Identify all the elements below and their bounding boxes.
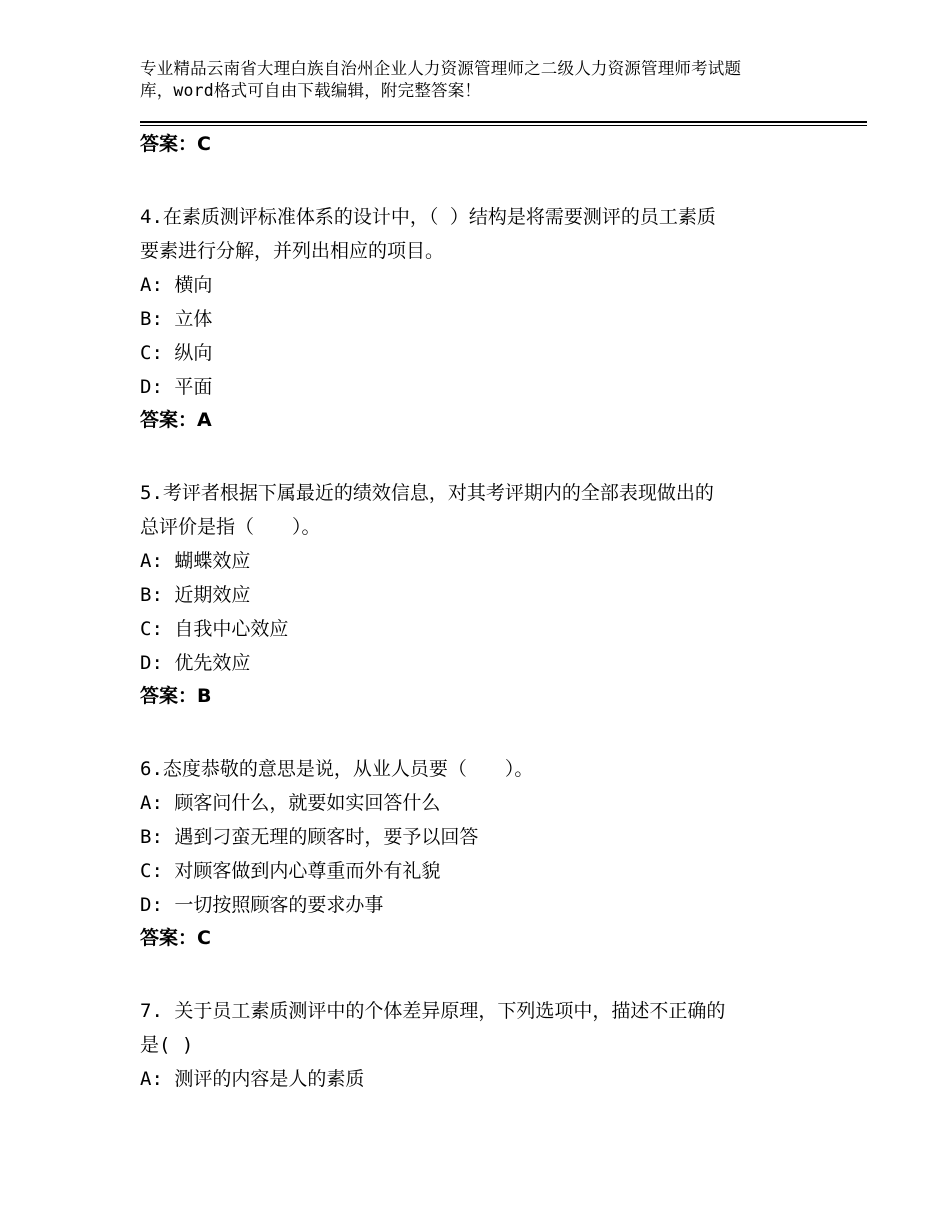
- header-divider: [140, 121, 867, 123]
- answer: 答案：A: [140, 409, 212, 431]
- question-text: 要素进行分解，并列出相应的项目。: [140, 240, 445, 262]
- question-text: 5.考评者根据下属最近的绩效信息，对其考评期内的全部表现做出的: [140, 482, 714, 504]
- question-4: [140, 200, 820, 436]
- previous-answer: 答案：C: [140, 133, 211, 155]
- option-c: C: 纵向: [140, 342, 213, 364]
- answer: 答案：C: [140, 927, 211, 949]
- option-d: D: 一切按照顾客的要求办事: [140, 894, 384, 916]
- question-7: [140, 994, 820, 1096]
- option-a: A: 横向: [140, 274, 213, 296]
- page-header: [140, 58, 860, 102]
- option-d: D: 平面: [140, 376, 213, 398]
- spacer: [140, 954, 820, 994]
- question-text: 是( ): [140, 1034, 194, 1056]
- question-5: [140, 476, 820, 712]
- option-c: C: 对顾客做到内心尊重而外有礼貌: [140, 860, 441, 882]
- answer: 答案：B: [140, 685, 212, 707]
- option-c: C: 自我中心效应: [140, 618, 289, 640]
- spacer: [140, 436, 820, 476]
- option-b: B: 立体: [140, 308, 213, 330]
- question-text: 6.态度恭敬的意思是说，从业人员要（ ）。: [140, 758, 534, 780]
- spacer: [140, 712, 820, 752]
- spacer: [140, 160, 820, 200]
- option-b: B: 遇到刁蛮无理的顾客时，要予以回答: [140, 826, 479, 848]
- option-a: A: 顾客问什么，就要如实回答什么: [140, 792, 441, 814]
- question-text: 4.在素质测评标准体系的设计中，（ ）结构是将需要测评的员工素质: [140, 206, 716, 228]
- option-a: A: 蝴蝶效应: [140, 550, 251, 572]
- option-b: B: 近期效应: [140, 584, 251, 606]
- option-d: D: 优先效应: [140, 652, 251, 674]
- header-divider-thin: [140, 125, 867, 126]
- question-text: 7. 关于员工素质测评中的个体差异原理，下列选项中，描述不正确的: [140, 1000, 726, 1022]
- option-a: A: 测评的内容是人的素质: [140, 1068, 365, 1090]
- header-line-2: 库，word格式可自由下载编辑，附完整答案！: [140, 81, 482, 100]
- question-list: [140, 128, 820, 1096]
- question-6: [140, 752, 820, 954]
- header-line-1: 专业精品云南省大理白族自治州企业人力资源管理师之二级人力资源管理师考试题: [140, 59, 742, 78]
- question-text: 总评价是指（ ）。: [140, 516, 321, 538]
